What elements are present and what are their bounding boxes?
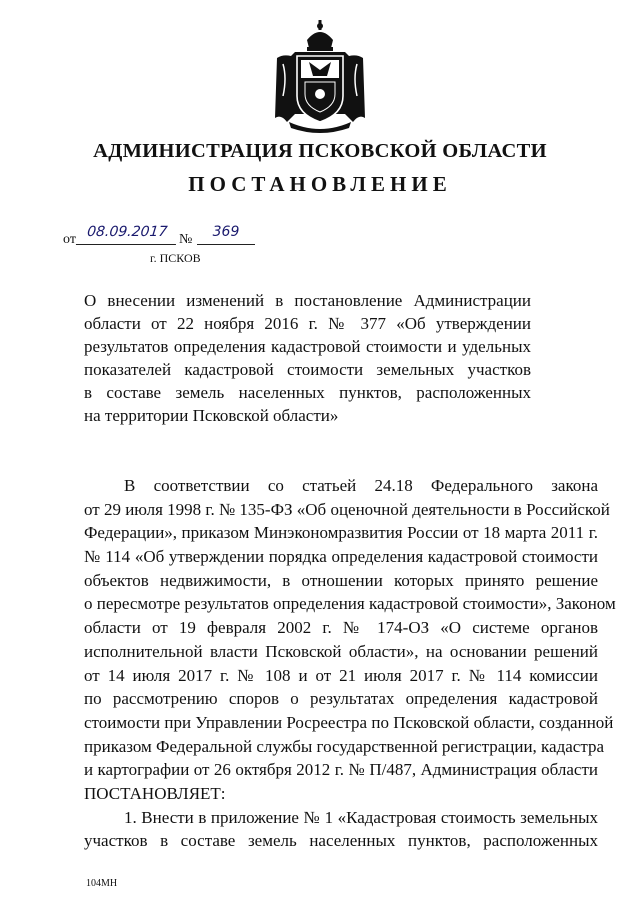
city-label: г. ПСКОВ xyxy=(150,251,201,265)
number-label: № xyxy=(179,232,193,247)
footer-code: 104МН xyxy=(86,878,118,889)
date-number-line xyxy=(63,224,263,248)
body-line: Федерации», приказом Минэкономразвития России от 18 марта 2011 г. xyxy=(84,523,598,543)
body-line: от 29 июля 1998 г. № 135-ФЗ «Об оценочной деятельности в Российской xyxy=(84,499,610,519)
document-date: 08.09.2017 xyxy=(76,224,178,245)
coat-of-arms-emblem xyxy=(273,18,367,134)
body-line: исполнительной власти Псковской области», на основании решений xyxy=(84,641,598,661)
document-body xyxy=(84,474,616,853)
subject-line: области от 22 ноября 2016 г. № 377 «Об утверждении xyxy=(84,314,531,333)
body-line: № 114 «Об утверждении порядка определения кадастровой стоимости xyxy=(84,547,598,567)
subject-line: О внесении изменений в постановление Администрации xyxy=(84,291,531,310)
subject-line: на территории Псковской области» xyxy=(84,406,339,425)
subject-line: показателей кадастровой стоимости земельных участков xyxy=(84,360,531,379)
document-subject xyxy=(84,289,531,427)
body-line: В соответствии со статьей 24.18 Федерального закона xyxy=(124,476,598,495)
document-number: 369 xyxy=(197,224,255,245)
document-type-title: ПОСТАНОВЛЕНИЕ xyxy=(188,172,452,196)
body-line: от 14 июля 2017 г. № 108 и от 21 июля 2017 г. № 114 комиссии xyxy=(84,665,598,685)
body-line: ПОСТАНОВЛЯЕТ: xyxy=(84,783,226,803)
body-line: объектов недвижимости, в отношении которых принято решение xyxy=(84,570,598,590)
subject-line: в составе земель населенных пунктов, расположенных xyxy=(84,383,531,402)
organization-title: АДМИНИСТРАЦИЯ ПСКОВСКОЙ ОБЛАСТИ xyxy=(93,140,547,162)
body-line: области от 19 февраля 2002 г. № 174-ОЗ «О системе органов xyxy=(84,618,598,638)
subject-line: результатов определения кадастровой стоимости и удельных xyxy=(84,337,531,356)
from-label: от xyxy=(63,232,76,247)
body-line: по рассмотрению споров о результатах определения кадастровой xyxy=(84,689,598,709)
body-line: и картографии от 26 октября 2012 г. № П/487, Администрация области xyxy=(84,760,598,780)
body-line: участков в составе земель населенных пунктов, расположенных xyxy=(84,831,598,851)
body-line: стоимости при Управлении Росреестра по Псковской области, созданной xyxy=(84,712,614,732)
body-line: 1. Внести в приложение № 1 «Кадастровая стоимость земельных xyxy=(124,807,598,827)
body-line: о пересмотре результатов определения кадастровой стоимости», Законом xyxy=(84,594,616,614)
body-line: приказом Федеральной службы государственной регистрации, кадастра xyxy=(84,736,605,756)
